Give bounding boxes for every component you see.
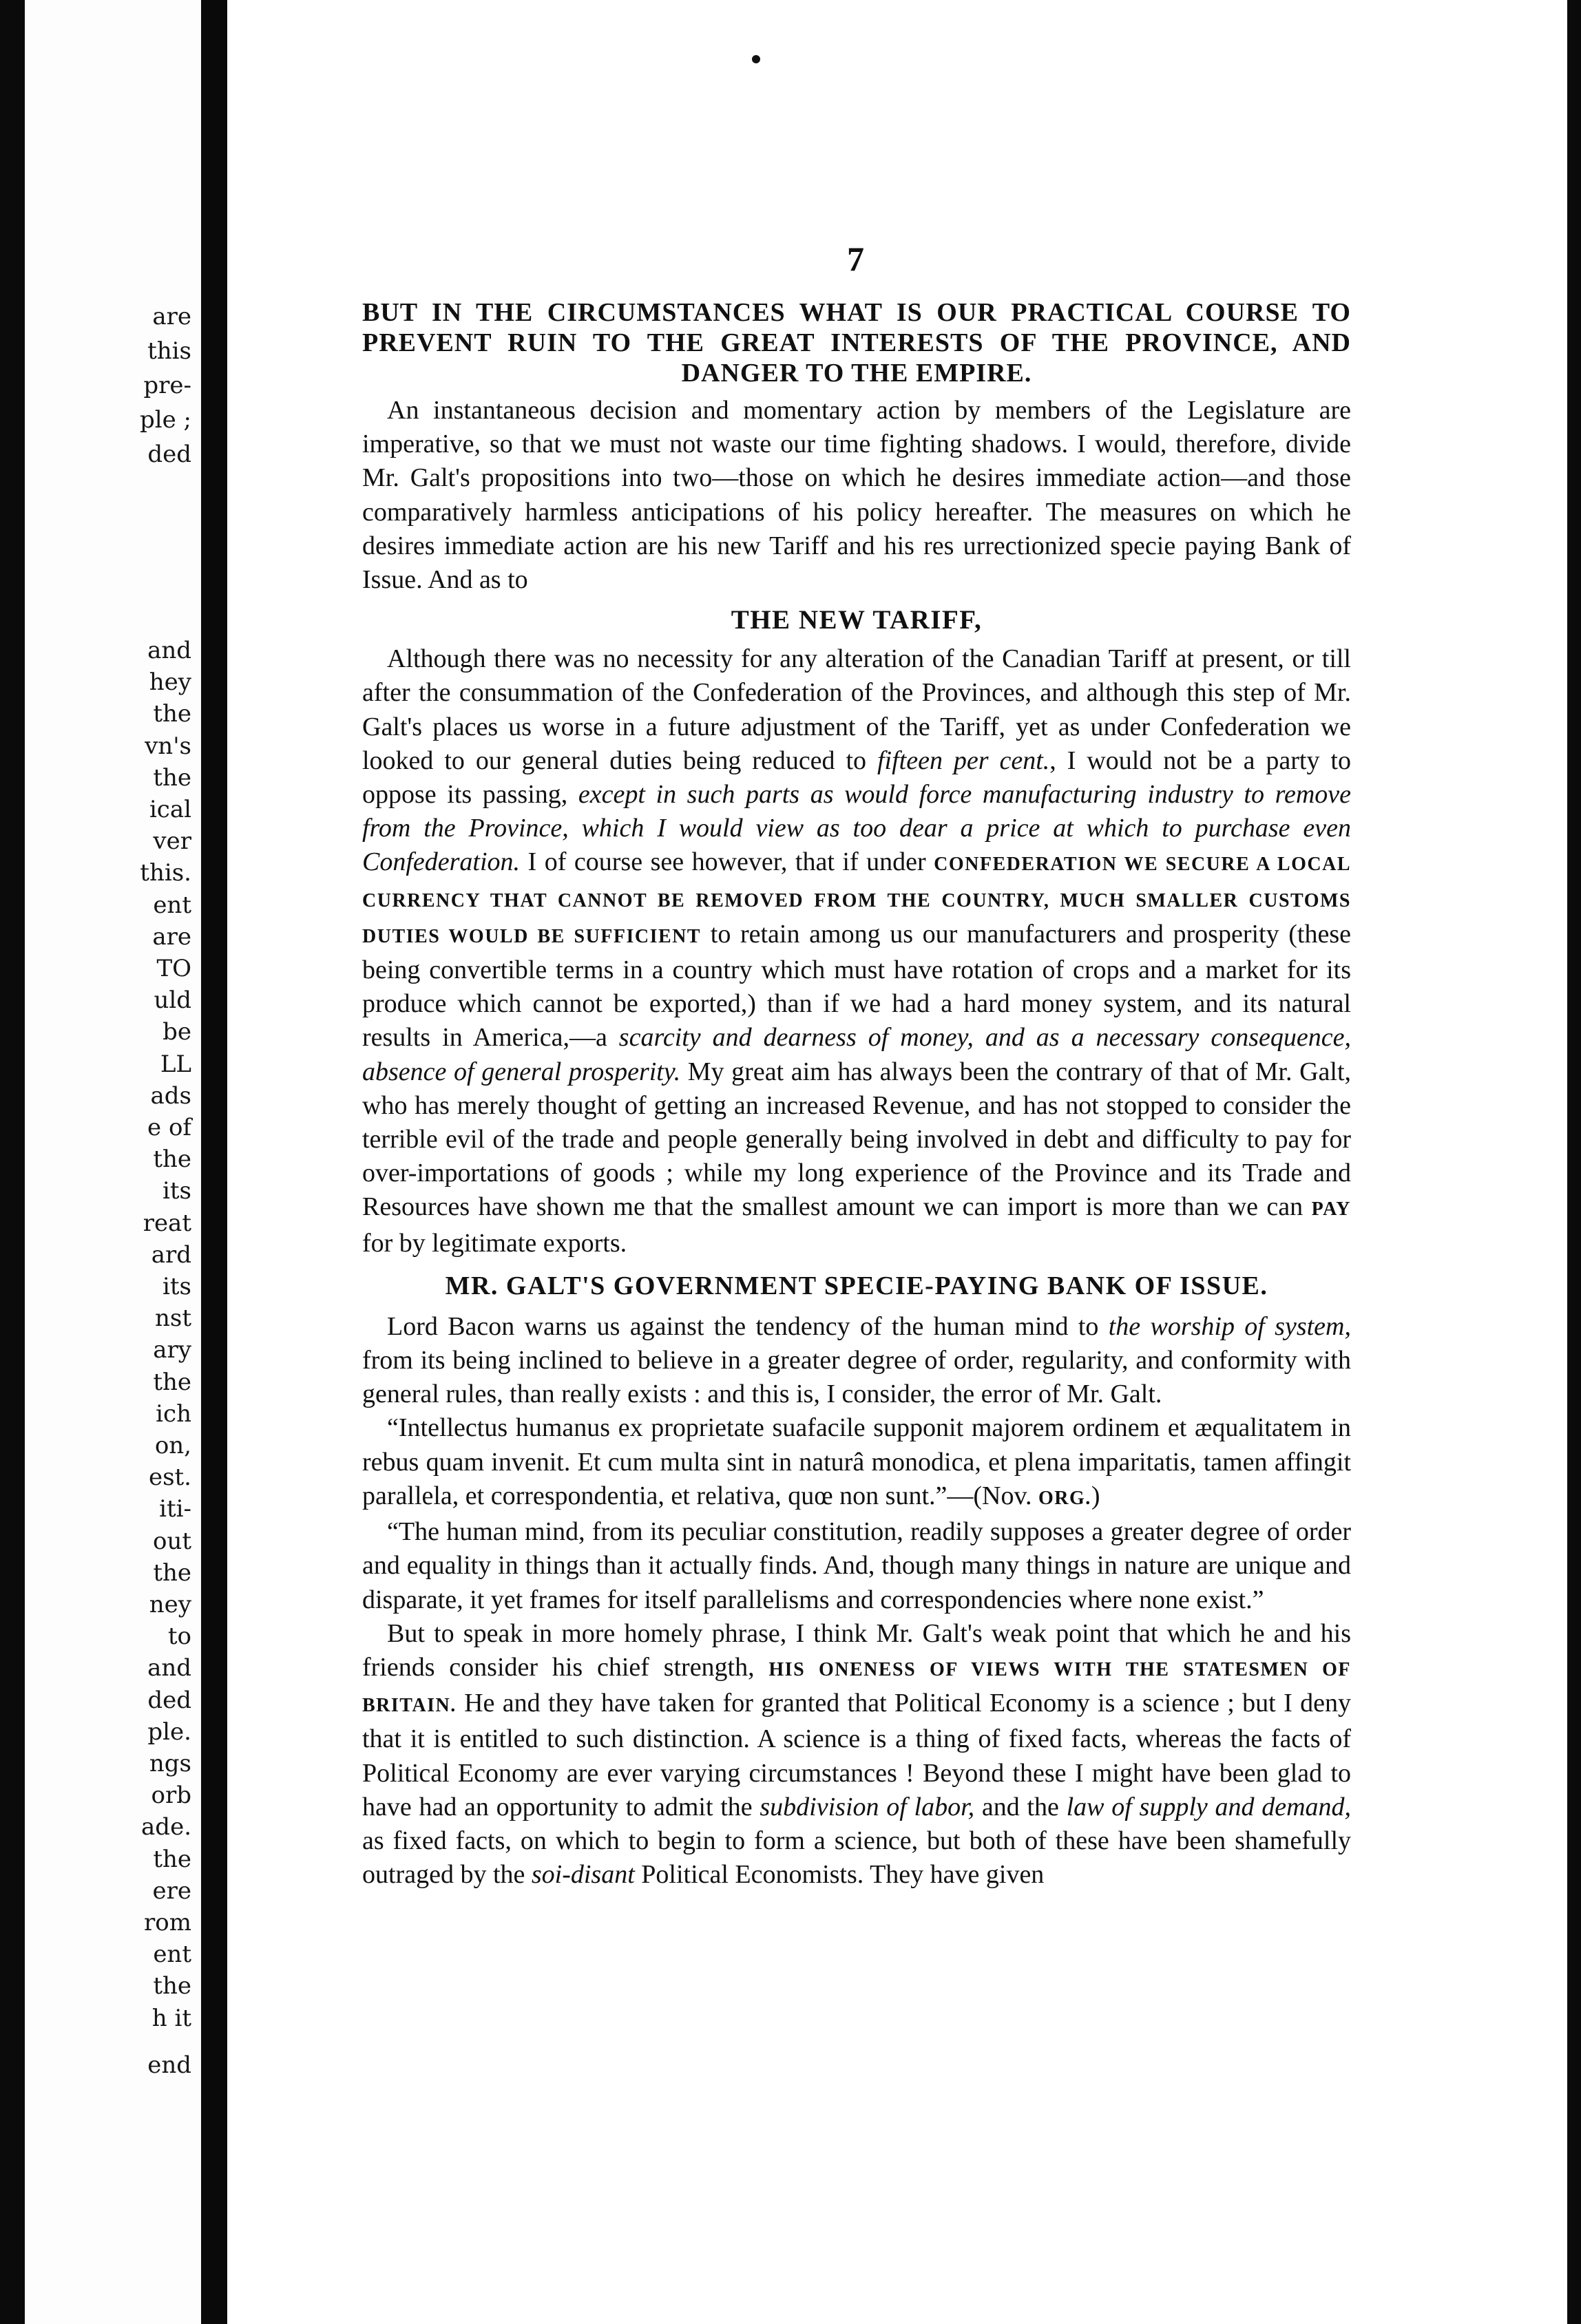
page-number: 7 bbox=[847, 240, 864, 278]
facing-page-line: vn's bbox=[145, 732, 191, 760]
facing-page-line: ple. bbox=[147, 1718, 191, 1746]
facing-page-line: end bbox=[147, 2051, 191, 2079]
facing-page-line: ade. bbox=[141, 1813, 191, 1841]
facing-page-line: and bbox=[147, 637, 191, 664]
facing-page-line: ple ; bbox=[139, 406, 191, 434]
facing-page-line: reat bbox=[143, 1209, 191, 1237]
italic-run: law of supply and demand, bbox=[1066, 1792, 1352, 1821]
italic-run: fifteen per cent. bbox=[877, 746, 1050, 775]
facing-page-line: the bbox=[153, 1559, 191, 1587]
facing-page-line: the bbox=[153, 763, 191, 792]
small-caps-run: ORG. bbox=[1038, 1487, 1091, 1509]
text-run: He and they have taken for granted that Political Economy is a science ; but I deny that it is entitled to such distinction. A science is a thing of fixed facts, whereas the facts of Political Economy are ever varying circumstances ! Beyond these I might have been glad to have had an opportunity to admit the bbox=[362, 1689, 1351, 1821]
facing-page-line: ver bbox=[153, 827, 191, 856]
facing-page-line: ical bbox=[149, 796, 191, 823]
facing-page-line: est. bbox=[148, 1464, 191, 1492]
facing-page-line: hey bbox=[149, 668, 191, 697]
facing-page-line: ent bbox=[153, 891, 191, 919]
facing-page-line: ded bbox=[147, 441, 191, 468]
text-run: Lord Bacon warns us against the tendency of the human mind to bbox=[387, 1311, 1109, 1341]
text-run: , I would not be a party to oppose its passing, bbox=[362, 746, 1351, 810]
facing-page-line: pre- bbox=[143, 372, 191, 399]
text-run: But to speak in more homely phrase, I think Mr. Galt's weak point that which he and his friends consider his chief strength, bbox=[362, 1618, 1351, 1682]
facing-page-line: h it bbox=[151, 2004, 191, 2032]
facing-page-line: the bbox=[153, 1972, 191, 2000]
facing-page-line: rom bbox=[144, 1909, 191, 1936]
text-run: for by legitimate exports. bbox=[362, 1228, 627, 1258]
facing-page-line: TO bbox=[156, 955, 191, 982]
text-run: My great aim has always been the contrary of that of Mr. Galt, who has merely thought of getting an increased Revenue, and has not stopped to consider the terrible evil of the trade and people generally being involved in debt and difficulty to pay for over-importations of goods ; while my long experience of the Province and its Trade and Resources have shown me that the smallest amount we can import is more than we can bbox=[362, 1057, 1352, 1222]
italic-run: except in such parts as would force manufacturing industry to remove from the Province, which I would view as too dear a price at which to purchase even Confederation. bbox=[362, 780, 1352, 877]
small-caps-run: CONFEDERATION WE SECURE A LOCAL CURRENCY THAT CANNOT BE REMOVED FROM THE COUNTRY, MUCH SMALLER CUSTOMS DUTIES WOULD BE SUFFICIENT bbox=[362, 854, 1352, 947]
facing-page-line: the bbox=[153, 700, 191, 728]
heading-bank-of-issue: MR. GALT'S GOVERNMENT SPECIE-PAYING BANK OF ISSUE. bbox=[445, 1271, 1268, 1300]
facing-page-line: nst bbox=[154, 1304, 191, 1333]
text-run: and the bbox=[974, 1792, 1067, 1821]
facing-page-line: the bbox=[153, 1845, 191, 1873]
facing-page-line: LL bbox=[160, 1050, 191, 1078]
facing-page-line: its bbox=[163, 1177, 191, 1205]
page-body bbox=[362, 297, 1351, 1892]
ink-dot bbox=[752, 55, 760, 63]
small-caps-run: PAY bbox=[1311, 1198, 1351, 1221]
small-caps-run: HIS ONENESS OF VIEWS WITH THE STATESMEN OF BRITAIN. bbox=[362, 1658, 1351, 1717]
facing-page-line: on, bbox=[154, 1432, 191, 1459]
book-gutter bbox=[201, 0, 227, 2324]
facing-page-line: ard bbox=[151, 1240, 191, 1269]
facing-page-fragment bbox=[25, 0, 201, 2324]
heading-new-tariff: THE NEW TARIFF, bbox=[731, 605, 983, 635]
facing-page-line: ney bbox=[149, 1591, 191, 1618]
book-page bbox=[227, 0, 1567, 2324]
facing-page-line: orb bbox=[151, 1782, 191, 1810]
section-heading: BUT IN THE CIRCUMSTANCES WHAT IS OUR PRACTICAL COURSE TO PREVENT RUIN TO THE GREAT INTERESTS OF THE PROVINCE, AND DANGER TO THE EMPIRE. bbox=[362, 298, 1351, 388]
italic-run: scarcity and dearness of money, and as a necessary consequence, absence of general prosperity. bbox=[362, 1023, 1351, 1086]
text-run: as fixed facts, on which to begin to form a science, but both of these have been shamefully outraged by the bbox=[362, 1826, 1351, 1890]
text-run: Political Economists. They have given bbox=[634, 1860, 1045, 1890]
facing-page-line: its bbox=[163, 1273, 191, 1300]
facing-page-line: to bbox=[167, 1623, 191, 1651]
facing-page-line: this. bbox=[140, 859, 191, 887]
text-run: ) bbox=[1091, 1481, 1100, 1510]
facing-page-line: be bbox=[163, 1018, 191, 1046]
scan-background-right bbox=[1567, 0, 1581, 2324]
facing-page-line: ads bbox=[150, 1081, 191, 1110]
text-run: from its being inclined to believe in a greater degree of order, regularity, and conformity with general rules, than really exists : and this is, I consider, the error of Mr. Galt. bbox=[362, 1346, 1351, 1409]
facing-page-line: ich bbox=[156, 1399, 191, 1428]
paragraph-bacon bbox=[362, 1310, 1351, 1412]
facing-page-line: ary bbox=[153, 1336, 191, 1364]
facing-page-line: this bbox=[147, 337, 191, 365]
facing-page-line: ent bbox=[153, 1941, 191, 1969]
facing-page-line: the bbox=[153, 1368, 191, 1396]
facing-page-line: are bbox=[152, 303, 191, 330]
paragraph-translation: “The human mind, from its peculiar constitution, readily supposes a greater degree of order and equality in things than it actually finds. And, though many things in nature are unique and disparate, it yet frames for itself parallelisms and correspondencies where none exist.” bbox=[362, 1517, 1351, 1614]
paragraph-intro: An instantaneous decision and momentary action by members of the Legislature are imperative, so that we must not waste our time fighting shadows. I would, therefore, divide Mr. Galt's propositions into two—those on which he desires immediate action—and those comparatively harmless anticipations of his policy hereafter. The measures on which he desires immediate action are his new Tariff and his res urrectionized specie paying Bank of Issue. And as to bbox=[362, 396, 1351, 595]
text-run: Although there was no necessity for any alteration of the Canadian Tariff at present, or till after the consummation of the Confederation of the Provinces, and although this step of Mr. Galt's places us worse in a future adjustment of the Tariff, yet as under Confederation we looked to our general duties being reduced to bbox=[362, 644, 1351, 775]
facing-page-line: are bbox=[152, 922, 191, 951]
facing-page-line: and bbox=[147, 1654, 191, 1682]
facing-page-line: iti- bbox=[159, 1495, 191, 1523]
text-run: to retain among us our manufacturers and prosperity (these being convertible terms in a country which must have rotation of crops and a market for its produce which cannot be exported,) than if we had a hard money system, and its natural results in America,—a bbox=[362, 919, 1352, 1053]
text-run: “Intellectus humanus ex proprietate suafacile supponit majorem ordinem et æqualitatem in rebus quam invenit. Et cum multa sint in naturâ monodica, et plena imparitatis, tamen affingit parallela, et correspondentia, et relativa, quœ non sunt.”—(Nov. bbox=[362, 1413, 1351, 1510]
italic-run: the worship of system, bbox=[1108, 1311, 1351, 1341]
italic-run: soi-disant bbox=[531, 1860, 635, 1890]
facing-page-line: out bbox=[152, 1527, 191, 1555]
text-run: I of course see however, that if under bbox=[520, 847, 934, 877]
facing-page-line: uld bbox=[154, 986, 191, 1015]
scan-background-left bbox=[0, 0, 25, 2324]
facing-page-line: e of bbox=[147, 1114, 191, 1141]
facing-page-line: the bbox=[153, 1145, 191, 1174]
paragraph-tariff bbox=[362, 642, 1351, 1260]
paragraph-political-economy bbox=[362, 1617, 1351, 1892]
paragraph-latin-quote bbox=[362, 1411, 1351, 1515]
facing-page-line: ded bbox=[147, 1686, 191, 1714]
italic-run: subdivision of labor, bbox=[760, 1792, 975, 1821]
facing-page-line: ngs bbox=[149, 1750, 191, 1777]
facing-page-line: ere bbox=[152, 1877, 191, 1905]
